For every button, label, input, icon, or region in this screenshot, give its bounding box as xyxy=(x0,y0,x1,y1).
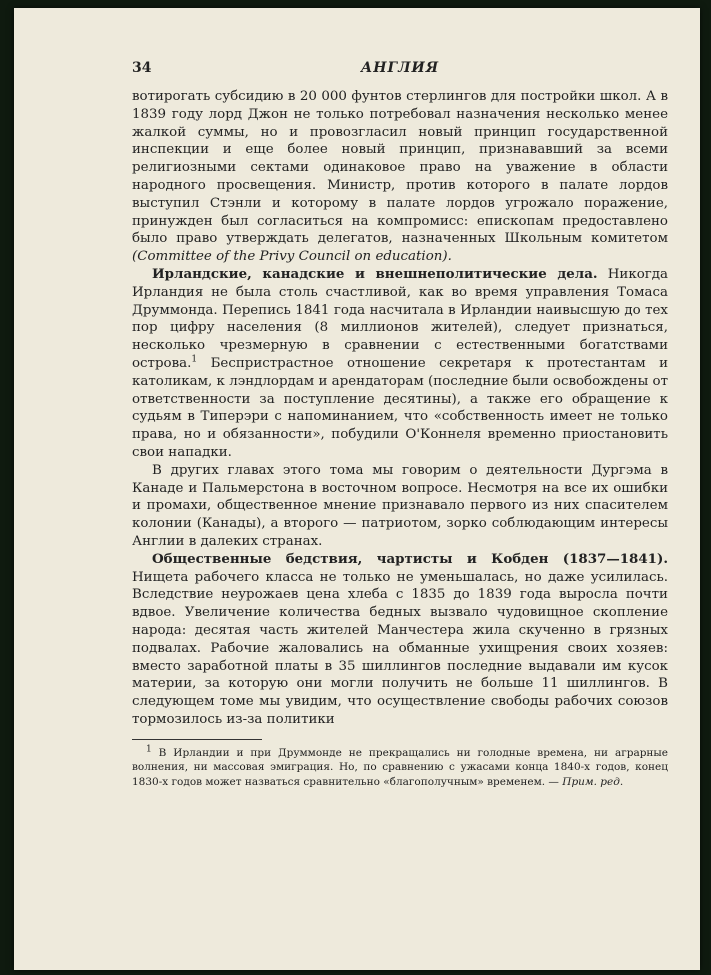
footnote-text: В Ирландии и при Друммонде не прекращались ни голодные времена, ни аграрные волнения, ни массовая эмиграция. Но, по сравнению с ужасами конца 1840-х годов, конец 1830-х годов может назваться сравнительно «благополучным» временем. — xyxy=(132,746,668,788)
paragraph-italic-text: (Committee of the Privy Council on education). xyxy=(132,249,452,265)
paragraph-text: Нищета рабочего класса не только не уменьшалась, но даже усилилась. Вследствие неурожаев цена хлеба с 1835 до 1839 года выросла почти вдвое. Увеличение количества бедных вызвало чудовищное скопление народа: десятая часть жителей Манчестера жила скученно в грязных подвалах. Рабочие жаловались на обманные ухищрения своих хозяев: вместо заработной платы в 35 шиллингов последние выдавали им кусок материи, за которую они могли получить не больше 11 шиллингов. В следующем томе мы увидим, что осуществление свободы рабочих союзов тормозилось из-за политики xyxy=(132,569,668,727)
book-page xyxy=(14,8,700,970)
running-head: АНГЛИЯ xyxy=(360,60,440,76)
paragraph-text: вотирогать субсидию в 20 000 фунтов стерлингов для постройки школ. А в 1839 году лорд Джон не только потребовал назначения несколько менее жалкой суммы, но и провозгласил новый принцип государственной инспекции и еще более новый принцип, признававший за всеми религиозными сектами одинаковое право на уважение в области народного просвещения. Министр, против которого в палате лордов выступил Стэнли и которому в палате лордов угрожало поражение, принужден был согласиться на компромисс: епископам предоставлено было право утверждать делегатов, назначенных Школьным комитетом xyxy=(132,89,668,247)
body-text xyxy=(132,88,668,729)
section-heading: Ирландские, канадские и внешнеполитические дела. xyxy=(152,265,598,282)
page-number: 34 xyxy=(132,60,152,76)
footnote xyxy=(132,746,668,790)
section-heading: Общественные бедствия, чартисты и Кобден (1837—1841). xyxy=(152,550,668,567)
page-content xyxy=(132,60,668,789)
paragraph xyxy=(132,551,668,729)
footnote-rule xyxy=(132,739,262,740)
paragraph xyxy=(132,462,668,551)
paragraph-text: В других главах этого тома мы говорим о деятельности Дургэма в Канаде и Пальмерстона в восточном вопросе. Несмотря на все их ошибки и промахи, общественное мнение признавало первого из них спасителем колонии (Канады), а второго — патриотом, зорко соблюдающим интересы Англии в далеких странах. xyxy=(132,462,668,549)
paragraph-text: Никогда Ирландия не была столь счастливой, как во время управления Томаса Друммонда. Перепись 1841 года насчитала в Ирландии наивысшую до тех пор цифру населения (8 миллионов жителей), следует признаться, несколько чрезмерную в сравнении с естественными богатствами острова. xyxy=(132,266,668,371)
footnote-mark: 1 xyxy=(191,354,198,365)
paragraph xyxy=(132,266,668,462)
footnote-editor-note: Прим. ред. xyxy=(562,775,624,788)
page-header xyxy=(132,60,668,88)
paragraph-text: Беспристрастное отношение секретаря к протестантам и католикам, к лэндлордам и арендаторам (последние были освобождены от ответственности за поступление десятины), а также его обращение к судьям в Типерэри с напоминанием, что «собственность имеет не только права, но и обязанности», побудили О'Коннеля временно приостановить свои нападки. xyxy=(132,355,668,460)
footnote-mark: 1 xyxy=(146,744,152,755)
paragraph xyxy=(132,88,668,266)
